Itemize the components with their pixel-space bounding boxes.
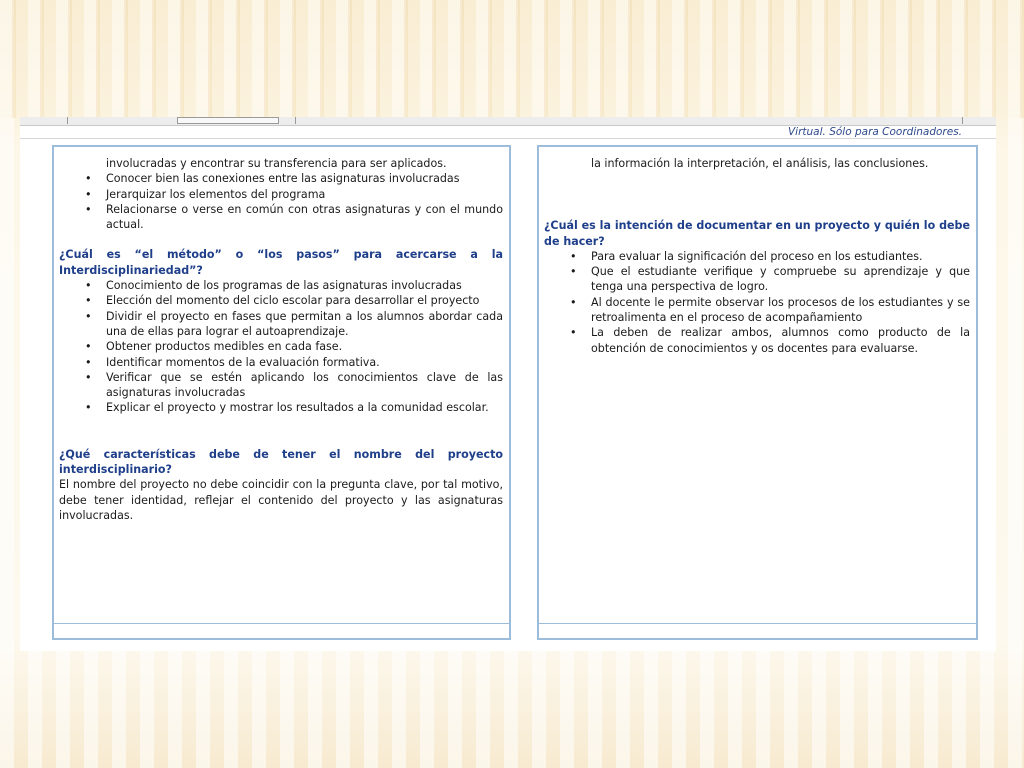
question-heading: ¿Cuál es la intención de documentar en un proyecto y quién lo debe de hacer? — [544, 219, 970, 248]
list-item: • Relacionarse o verse en común con otras asignaturas y con el mundo actual. — [59, 202, 503, 233]
document-screenshot — [20, 117, 996, 651]
toolbar-field — [177, 117, 279, 124]
list-item: • Al docente le permite observar los procesos de los estudiantes y se retroalimenta en el proceso de acompañamiento — [544, 295, 970, 326]
list-item: • Elección del momento del ciclo escolar para desarrollar el proyecto — [59, 293, 503, 308]
right-column-card — [537, 145, 978, 640]
list-item: • Conocer bien las conexiones entre las asignaturas involucradas — [59, 171, 503, 186]
list-item: • La deben de realizar ambos, alumnos como producto de la obtención de conocimientos y os docentes para evaluarse. — [544, 325, 970, 356]
continued-bullet-list — [59, 171, 503, 232]
list-item: • Dividir el proyecto en fases que permitan a los alumnos abordar cada una de ellas para lograr el autoaprendizaje. — [59, 309, 503, 340]
header-note: Virtual. Sólo para Coordinadores. — [787, 126, 962, 138]
left-column-card — [52, 145, 511, 640]
list-item: • Conocimiento de los programas de las asignaturas involucradas — [59, 278, 503, 293]
list-item: • Explicar el proyecto y mostrar los resultados a la comunidad escolar. — [59, 400, 503, 415]
list-item: • Verificar que se estén aplicando los conocimientos clave de las asignaturas involucradas — [59, 370, 503, 401]
toolbar-separator — [962, 117, 963, 124]
right-column-content — [544, 156, 970, 356]
question-heading: ¿Cuál es “el método” o “los pasos” para acercarse a la Interdisciplinariedad”? — [59, 248, 503, 277]
toolbar-strip — [20, 117, 996, 126]
method-bullet-list — [59, 278, 503, 416]
question-heading: ¿Qué características debe de tener el nombre del proyecto interdisciplinario? — [59, 447, 503, 477]
documentation-bullet-list — [544, 249, 970, 356]
list-item: • Que el estudiante verifique y compruebe su aprendizaje y que tenga una perspectiva de logro. — [544, 264, 970, 295]
list-item: • Para evaluar la significación del proceso en los estudiantes. — [544, 249, 970, 264]
list-item: • Obtener productos medibles en cada fase. — [59, 339, 503, 354]
card-bottom-rule — [54, 623, 509, 624]
header-rule — [20, 138, 996, 139]
left-column-content — [59, 156, 503, 523]
continued-text: la información la interpretación, el análisis, las conclusiones. — [591, 157, 929, 170]
slide-background-stripes — [0, 0, 1024, 118]
toolbar-separator — [67, 117, 68, 124]
answer-paragraph: El nombre del proyecto no debe coincidir con la pregunta clave, por tal motivo, debe tener identidad, reflejar el contenido del proyecto y las asignaturas involucradas. — [59, 478, 503, 522]
toolbar-separator — [295, 117, 296, 124]
card-bottom-rule — [539, 623, 976, 624]
list-item: • Identificar momentos de la evaluación formativa. — [59, 355, 503, 370]
continued-text: involucradas y encontrar su transferencia para ser aplicados. — [106, 157, 447, 170]
list-item: • Jerarquizar los elementos del programa — [59, 187, 503, 202]
